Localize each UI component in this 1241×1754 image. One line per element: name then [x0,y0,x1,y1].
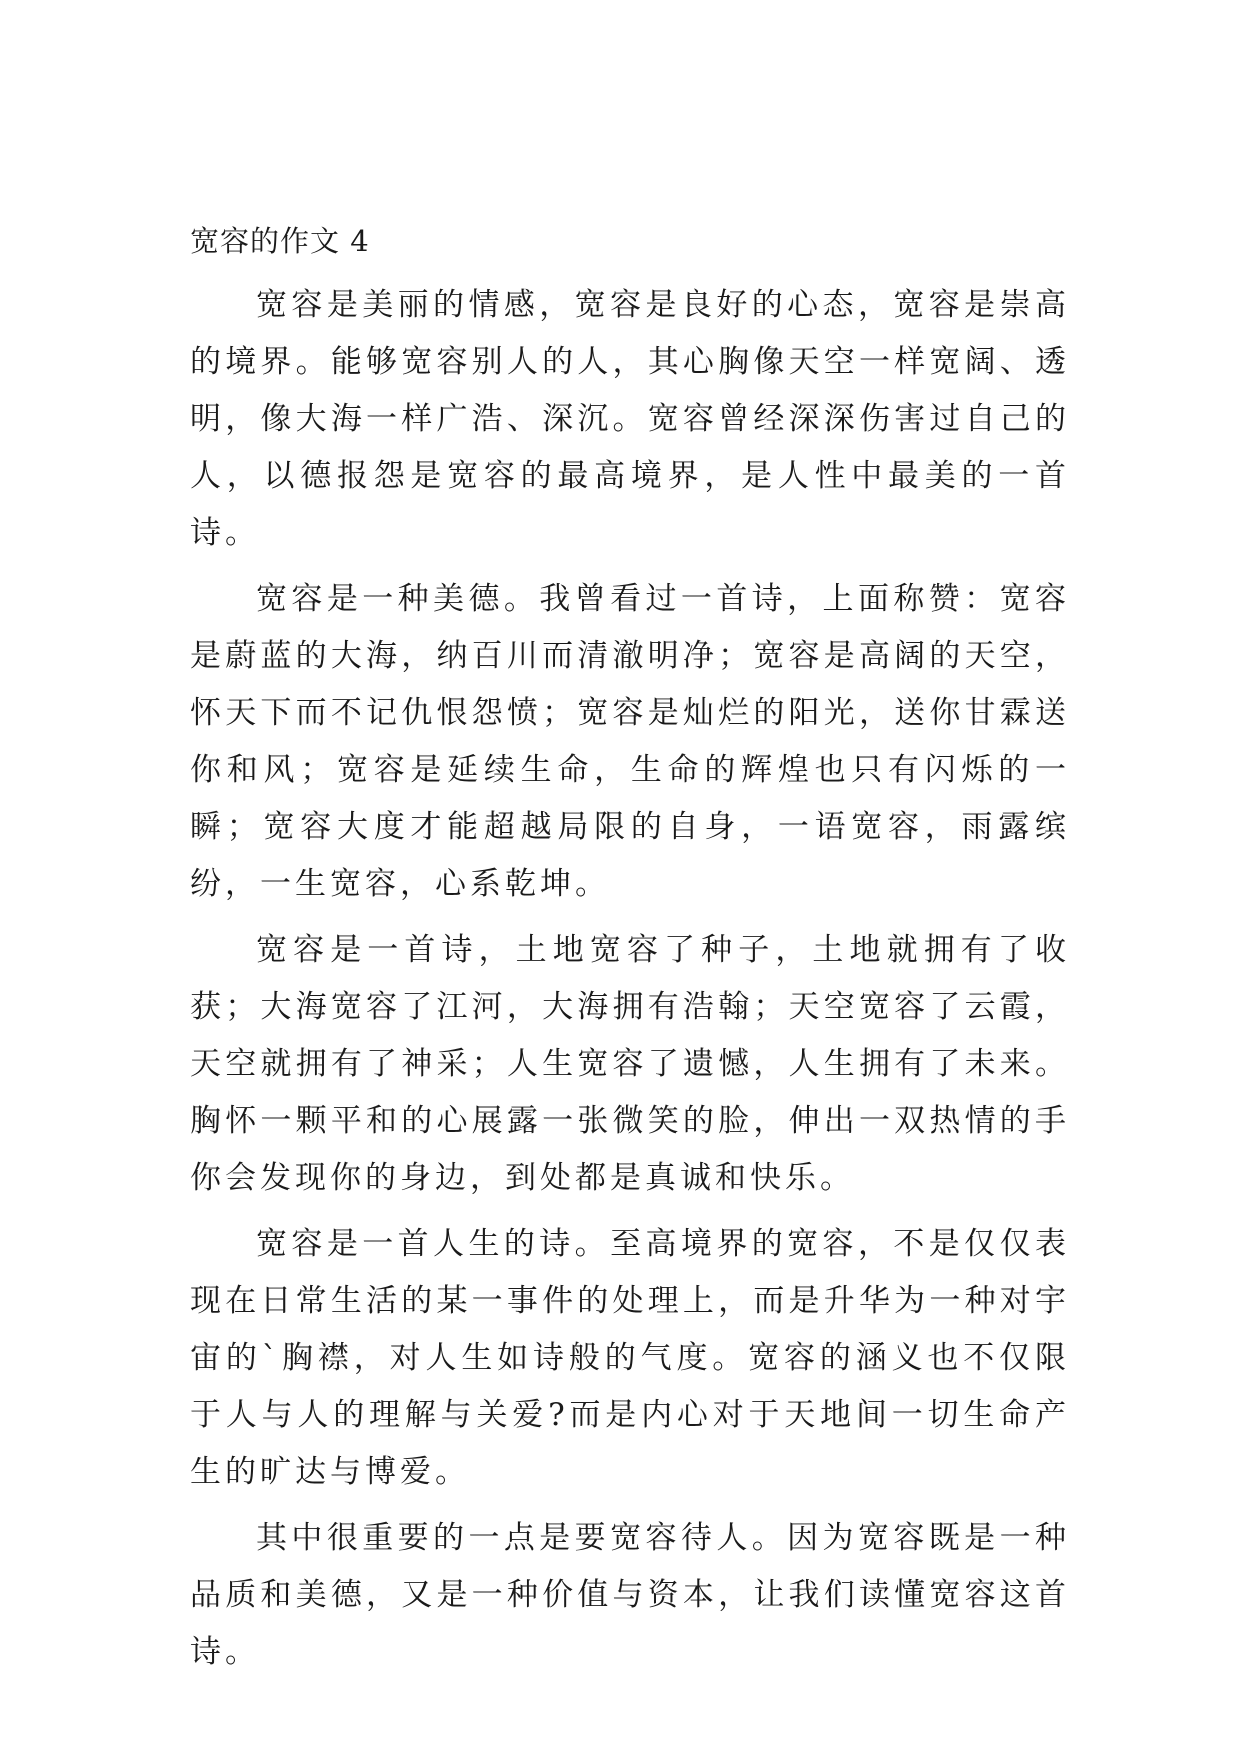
paragraph-3: 宽容是一首诗，土地宽容了种子，土地就拥有了收获；大海宽容了江河，大海拥有浩翰；天空宽容了云霞，天空就拥有了神采；人生宽容了遗憾，人生拥有了未来。胸怀一颗平和的心展露一张微笑的脸，伸出一双热情的手你会发现你的身边，到处都是真诚和快乐。 [190,932,1070,1196]
paragraph-4: 宽容是一首人生的诗。至高境界的宽容，不是仅仅表现在日常生活的某一事件的处理上，而是升华为一种对宇宙的`胸襟，对人生如诗般的气度。宽容的涵义也不仅限于人与人的理解与关爱?而是内心对于天地间一切生命产生的旷达与博爱。 [190,1226,1070,1490]
paragraph-2: 宽容是一种美德。我曾看过一首诗，上面称赞：宽容是蔚蓝的大海，纳百川而清澈明净；宽容是高阔的天空，怀天下而不记仇恨怨愤；宽容是灿烂的阳光，送你甘霖送你和风；宽容是延续生命，生命的辉煌也只有闪烁的一瞬；宽容大度才能超越局限的自身，一语宽容，雨露缤纷，一生宽容，心系乾坤。 [190,581,1070,902]
paragraph-5: 其中很重要的一点是要宽容待人。因为宽容既是一种品质和美德，又是一种价值与资本，让我们读懂宽容这首诗。 [190,1520,1070,1670]
paragraph-1: 宽容是美丽的情感，宽容是良好的心态，宽容是崇高的境界。能够宽容别人的人，其心胸像天空一样宽阔、透明，像大海一样广浩、深沉。宽容曾经深深伤害过自己的人，以德报怨是宽容的最高境界，是人性中最美的一首诗。 [190,287,1070,551]
document-page [190,222,1070,1690]
document-title: 宽容的作文 4 [190,224,370,258]
